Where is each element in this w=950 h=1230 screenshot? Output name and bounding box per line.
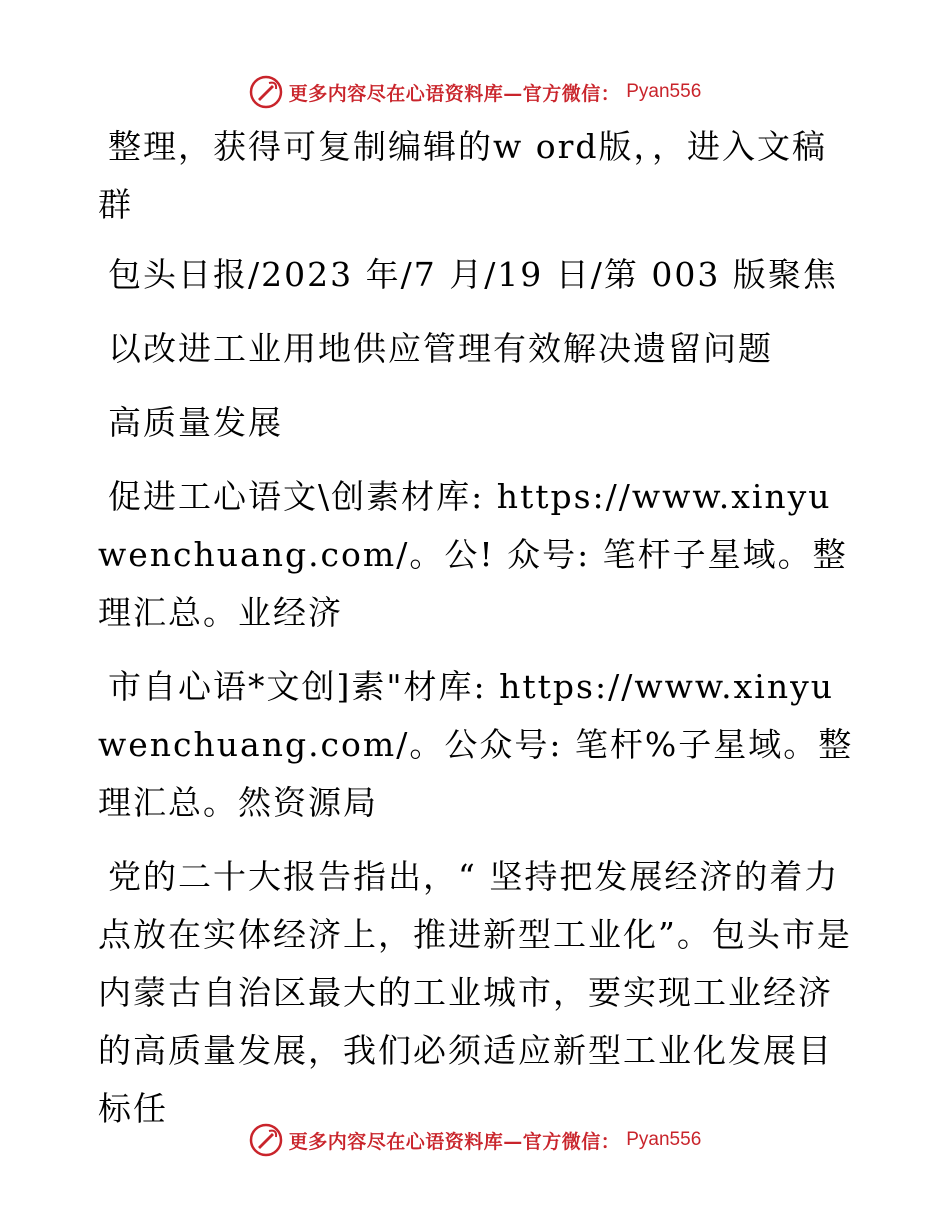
banner-text: 更多内容尽在心语资料库—官方微信：	[288, 1130, 621, 1153]
paragraph-body: 党的二十大报告指出，“ 坚持把发展经济的着力点放在实体经济上，推进新型工业化”。包头市是内蒙古自治区最大的工业城市，要实现工业经济的高质量发展，我们必须适应新型工业化发展目标任	[98, 857, 852, 1128]
header-watermark-banner	[0, 72, 950, 112]
paragraph-subheadline: 高质量发展	[108, 403, 283, 442]
paragraph-headline: 以改进工业用地供应管理有效解决遗留问题	[108, 329, 773, 368]
paragraph-watermark-1: 促进工心语文\创素材库: https://www.xinyuwenchuang.com/。公! 众号: 笔杆子星域。整理汇总。业经济	[98, 477, 848, 632]
quill-logo-icon	[249, 75, 283, 109]
banner-wechat-id: Pyan556	[626, 1129, 702, 1150]
quill-logo-icon	[249, 1123, 283, 1157]
banner-text: 更多内容尽在心语资料库—官方微信：	[288, 82, 621, 105]
document-body	[98, 118, 858, 1154]
banner-wechat-id: Pyan556	[626, 81, 702, 102]
paragraph-intro: 整理，获得可复制编辑的w ord版，，进入文稿群	[98, 127, 828, 224]
paragraph-source: 包头日报/2023 年/7 月/19 日/第 003 版聚焦	[108, 255, 838, 294]
paragraph-watermark-2: 市自心语*文创]素"材库: https://www.xinyuwenchuang.com/。公众号: 笔杆%子星域。整理汇总。然资源局	[98, 667, 854, 822]
footer-watermark-banner	[0, 1120, 950, 1160]
